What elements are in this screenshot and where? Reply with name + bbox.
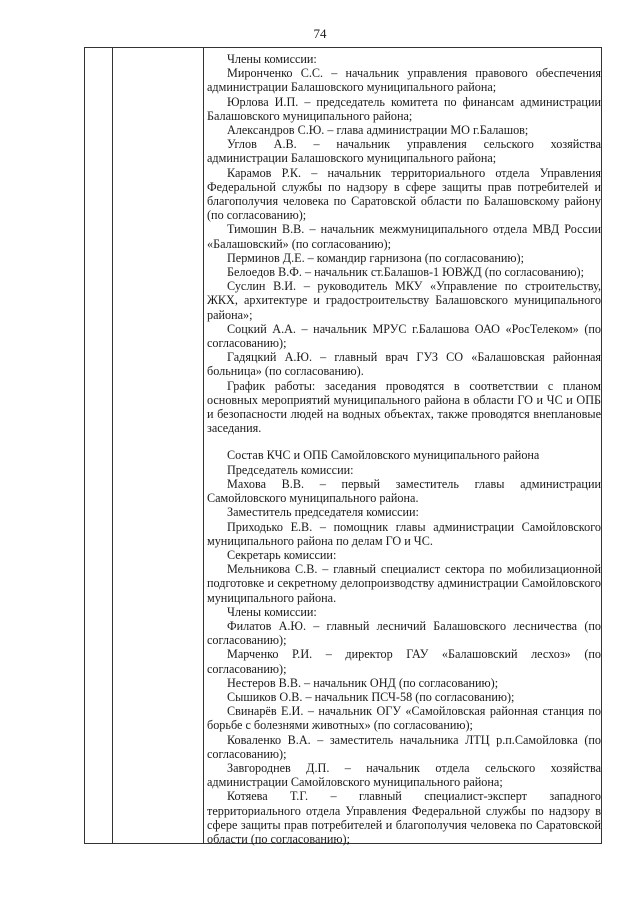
text-line: Перминов Д.Е. – командир гарнизона (по согласованию); (227, 250, 524, 265)
text-line: Суслин В.И. – руководитель МКУ «Управление по строительству, ЖКХ, архитектуре и градостроительству Балашовского муниципального района»; (207, 279, 601, 322)
section-heading: Состав КЧС и ОПБ Самойловского муниципального района (227, 448, 540, 463)
text-line: Александров С.Ю. – глава администрации МО г.Балашов; (227, 123, 529, 138)
text-line: Члены комиссии: (227, 52, 317, 66)
text-line: Миронченко С.С. – начальник управления правового обеспечения администрации Балашовского муниципального района; (207, 66, 601, 95)
text-line: Председатель комиссии: (227, 462, 354, 477)
table-border-right (601, 48, 602, 843)
text-line: Мельникова С.В. – главный специалист сектора по мобилизационной подготовке и секретному делопроизводству администрации Самойловского муниципального района. (207, 562, 601, 605)
text-line: Приходько Е.В. – помощник главы администрации Самойловского муниципального района по делам ГО и ЧС. (207, 519, 601, 548)
table-divider-1 (112, 48, 113, 843)
text-line: Заместитель председателя комиссии: (227, 505, 419, 520)
text-line: Гадяцкий А.Ю. – главный врач ГУЗ СО «Балашовская районная больница» (по согласованию). (207, 350, 601, 379)
spacer (207, 435, 601, 448)
text-line: Свинарёв Е.И. – начальник ОГУ «Самойловская районная станция по борьбе с болезнями животных» (по согласованию); (207, 704, 601, 733)
text-line: Филатов А.Ю. – главный лесничий Балашовского лесничества (по согласованию); (207, 618, 601, 648)
text-line: Юрлова И.П. – председатель комитета по финансам администрации Балашовского муниципального района; (207, 94, 601, 123)
text-line: Коваленко В.А. – заместитель начальника ЛТЦ р.п.Самойловка (по согласованию); (207, 732, 601, 761)
text-line: Белоедов В.Ф. – начальник ст.Балашов-1 ЮВЖД (по согласованию); (227, 265, 584, 280)
text-line: Соцкий А.А. – начальник МРУС г.Балашова ОАО «РосТелеком» (по согласованию); (207, 321, 601, 351)
text-line: Тимошин В.В. – начальник межмуниципального отдела МВД России «Балашовский» (по согласованию); (207, 222, 601, 251)
text-line: Завгороднев Д.П. – начальник отдела сельского хозяйства администрации Самойловского муниципального района; (207, 760, 601, 790)
text-line: Нестеров В.В. – начальник ОНД (по согласованию); (227, 675, 499, 690)
table-border-left (84, 48, 85, 843)
text-line: Махова В.В. – первый заместитель главы администрации Самойловского муниципального района. (207, 476, 601, 506)
text-line: График работы: заседания проводятся в соответствии с планом основных мероприятий муниципального района в области ГО и ЧС и ОПБ и безопасности людей на водных объектах, также проводятся внеплановые заседания. (207, 378, 601, 436)
text-line: Карамов Р.К. – начальник территориального отдела Управления Федеральной службы по надзору в сфере защиты прав потребителей и благополучия человека по Саратовской области по Балашовскому району (по согласованию); (207, 165, 601, 223)
text-line: Члены комиссии: (227, 604, 317, 619)
text-line: Углов А.В. – начальник управления сельского хозяйства администрации Балашовского муниципального района; (207, 137, 601, 166)
commission-text-cell (207, 52, 601, 846)
page-number: 74 (313, 26, 327, 41)
text-line: Котяева Т.Г. – главный специалист-эксперт западного территориального отдела Управления Федеральной службы по надзору в сфере защиты прав потребителей и благополучия человека по Саратовской области (по согласованию); (207, 789, 601, 846)
text-line: Марченко Р.И. – директор ГАУ «Балашовский лесхоз» (по согласованию); (207, 647, 601, 676)
table-divider-2 (203, 48, 204, 843)
text-line: Секретарь комиссии: (227, 547, 337, 562)
text-line: Сышиков О.В. – начальник ПСЧ-58 (по согласованию); (227, 689, 515, 704)
